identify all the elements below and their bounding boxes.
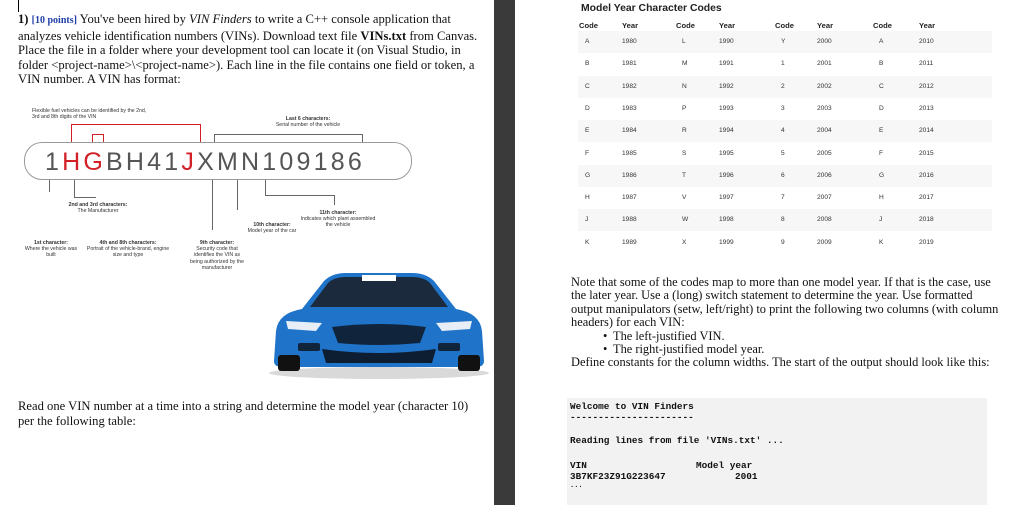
label-11th: 11th character: Indicates which plant assembled the vehicle — [300, 210, 376, 229]
code-cell: C — [585, 82, 590, 90]
leader-2nd3rd — [74, 180, 75, 198]
col-header-code-1: Code — [579, 21, 598, 30]
leader-2nd3rd-hline — [74, 197, 96, 198]
year-cell: 1988 — [622, 216, 637, 224]
year-cell: 2007 — [817, 194, 832, 202]
year-cell: 2009 — [817, 238, 832, 246]
serial-bracket-right — [362, 134, 363, 142]
year-cell: 1994 — [719, 127, 734, 135]
year-cell: 1997 — [719, 194, 734, 202]
code-cell: K — [879, 238, 884, 246]
code-cell: G — [585, 171, 591, 179]
car-image — [262, 269, 494, 379]
vin-char: 1 — [45, 148, 63, 176]
col-header-code-3: Code — [775, 21, 794, 30]
label-2nd3rd: 2nd and 3rd characters: The Manufacturer — [68, 202, 128, 215]
code-cell: A — [879, 38, 884, 45]
year-cell: 1987 — [622, 194, 637, 202]
year-cell: 2006 — [817, 171, 832, 179]
year-cell: 1992 — [719, 82, 734, 90]
serial-bracket-line — [214, 134, 363, 135]
year-cell: 2018 — [919, 216, 934, 224]
bullet-item: • The left-justified VIN. — [603, 328, 725, 343]
code-cell: 1 — [781, 60, 785, 68]
bullet-glyph: • — [603, 328, 608, 343]
code-cell: 3 — [781, 104, 785, 112]
leader-11th-drop — [334, 195, 335, 205]
file-name: VINs.txt — [360, 28, 407, 43]
code-cell: 8 — [781, 216, 785, 224]
points-label: [10 points] — [31, 15, 77, 26]
code-cell: E — [879, 127, 884, 135]
intro-text-c: from Canvas. Place the file in a folder where your development tool can locate it (on Visual Studio, in folder <project-name>\<project-name>). Each line in the file contains one field or token, a VIN number. A VIN has format: — [18, 28, 478, 87]
col-header-year-3: Year — [817, 21, 834, 30]
year-cell: 2004 — [817, 127, 832, 135]
serial-bracket-left — [214, 134, 215, 142]
year-cell: 2013 — [919, 104, 934, 112]
label-9th: 9th character: Security code that identifies the VIN as being authorized by the manufacturer — [190, 240, 244, 271]
vin-char: N — [241, 148, 263, 176]
vin-char: 9 — [296, 148, 314, 176]
code-welcome: Welcome to VIN Finders — [570, 401, 694, 412]
vin-char: B — [106, 148, 126, 176]
code-cell: J — [879, 216, 883, 224]
company-name: VIN Finders — [189, 12, 252, 26]
year-cell: 1993 — [719, 104, 734, 112]
code-cell: A — [585, 38, 590, 45]
code-cell: V — [682, 194, 687, 202]
year-cell: 2016 — [919, 171, 934, 179]
code-cell: F — [879, 149, 884, 157]
vin-characters — [45, 148, 365, 177]
label-10th: 10th character: Model year of the car — [247, 222, 297, 235]
page-gutter — [494, 0, 515, 505]
code-cell: D — [585, 104, 590, 112]
code-cell: D — [879, 104, 884, 112]
leader-11th — [265, 180, 266, 195]
year-cell: 1985 — [622, 149, 637, 157]
leader-11th-hline — [265, 195, 335, 196]
code-cell: G — [879, 171, 885, 179]
right-page — [515, 0, 1024, 505]
code-cell: 4 — [781, 127, 785, 135]
year-cell: 1991 — [719, 60, 734, 68]
year-cell: 2019 — [919, 238, 934, 246]
code-cell: T — [682, 171, 687, 179]
intro-text-b: to write a C++ console application that analyzes vehicle identification numbers (VINs). Download text file — [18, 12, 451, 43]
question-intro — [18, 12, 478, 87]
code-output-block — [567, 398, 987, 505]
intro-text-a: You've been hired by — [76, 12, 190, 26]
bullet-list — [571, 330, 1001, 357]
code-cell: C — [879, 82, 884, 90]
year-cell: 2010 — [919, 38, 934, 45]
vin-box — [24, 142, 412, 180]
year-cell: 1986 — [622, 171, 637, 179]
red-bracket-outer — [71, 124, 201, 143]
table-title: Model Year Character Codes — [581, 3, 722, 14]
year-cell: 1981 — [622, 60, 637, 68]
code-cell: 2 — [781, 82, 785, 90]
code-cell: H — [879, 194, 884, 202]
bullet-glyph: • — [603, 342, 608, 357]
year-cell: 2003 — [817, 104, 832, 112]
col-header-year-4: Year — [919, 21, 936, 30]
year-cell: 1999 — [719, 238, 734, 246]
code-cell: B — [879, 60, 884, 68]
code-cell: Y — [781, 38, 786, 45]
year-cell: 1995 — [719, 149, 734, 157]
vin-char: 1 — [262, 148, 280, 176]
question-number: 1) — [18, 12, 29, 26]
col-header-code-2: Code — [676, 21, 695, 30]
code-cell: E — [585, 127, 590, 135]
note-section — [571, 276, 1001, 370]
vin-char: H — [62, 148, 84, 176]
year-cell: 1996 — [719, 171, 734, 179]
vin-char: X — [197, 148, 217, 176]
code-cell: P — [682, 104, 687, 112]
note-end: Define constants for the column widths. The start of the output should look like this: — [571, 355, 990, 370]
year-cell: 1984 — [622, 127, 637, 135]
code-vin-value: 3B7KF23Z91G223647 — [570, 471, 666, 482]
instructions-text: Read one VIN number at a time into a string and determine the model year (character 10) per the following table: — [18, 399, 469, 428]
year-cell: 1989 — [622, 238, 637, 246]
vin-diagram — [22, 100, 452, 290]
year-cell: 2015 — [919, 149, 934, 157]
code-cell: 5 — [781, 149, 785, 157]
leader-10th — [237, 180, 238, 210]
year-cell: 2017 — [919, 194, 934, 202]
vin-char: H — [125, 148, 148, 176]
leader-9th — [212, 180, 213, 230]
code-cell: H — [585, 194, 590, 202]
code-cell: R — [682, 127, 687, 135]
col-header-year-1: Year — [622, 21, 639, 30]
code-col-year: Model year — [696, 460, 753, 471]
year-cell: 2014 — [919, 127, 934, 135]
code-cell: J — [585, 216, 589, 224]
code-cell: L — [682, 38, 686, 45]
code-cell: W — [682, 216, 689, 224]
table-header-row — [515, 19, 1024, 31]
col-header-code-4: Code — [873, 21, 892, 30]
year-cell: 2005 — [817, 149, 832, 157]
vin-char: 1 — [313, 148, 331, 176]
text-cursor — [18, 0, 19, 12]
vin-char: M — [216, 148, 241, 176]
vin-char: G — [83, 148, 107, 176]
label-flex-fuel: Flexible fuel vehicles can be identified by the 2nd, 3rd and 8th digits of the VIN — [32, 108, 147, 121]
code-cell: 6 — [781, 171, 785, 179]
code-cell: B — [585, 60, 590, 68]
year-cell: 1998 — [719, 216, 734, 224]
code-cell: X — [682, 238, 687, 246]
year-cell: 2011 — [919, 60, 934, 68]
vin-char: 0 — [279, 148, 297, 176]
label-last6: Last 6 characters: Serial number of the vehicle — [275, 116, 341, 129]
year-cell: 2012 — [919, 82, 934, 90]
note-paragraph: Note that some of the codes map to more than one model year. If that is the case, use the later year. Use a (long) switch statement to determine the year. Use formatted output manipulators (setw, left/right) to print the following two columns (with column headers) for each VIN: — [571, 275, 999, 330]
vin-char: 4 — [147, 148, 165, 176]
year-cell: 2000 — [817, 38, 832, 45]
code-year-value: 2001 — [735, 471, 758, 482]
year-cell: 2008 — [817, 216, 832, 224]
year-cell: 1990 — [719, 38, 734, 45]
label-1st: 1st character: Where the vehicle was built — [24, 240, 78, 259]
code-dashes: ---------------------- — [570, 412, 694, 423]
leader-1st — [49, 180, 50, 192]
year-cell: 2001 — [817, 60, 832, 68]
bullet-item: • The right-justified model year. — [603, 342, 765, 357]
vin-char: 8 — [330, 148, 348, 176]
code-col-vin: VIN — [570, 460, 587, 471]
code-cell: K — [585, 238, 590, 246]
code-reading: Reading lines from file 'VINs.txt' ... — [570, 435, 784, 446]
label-4th-8th: 4th and 8th characters: Portrait of the vehicle-brand, engine size and type — [86, 240, 170, 259]
left-page — [0, 0, 494, 505]
code-cell: M — [682, 60, 688, 68]
car-illustration — [262, 269, 494, 379]
code-cell: F — [585, 149, 590, 157]
vin-char: J — [181, 148, 198, 176]
vin-char: 1 — [164, 148, 182, 176]
vin-char: 6 — [347, 148, 365, 176]
code-cell: N — [682, 82, 687, 90]
col-header-year-2: Year — [719, 21, 736, 30]
code-cell: 7 — [781, 194, 785, 202]
year-cell: 1980 — [622, 38, 637, 45]
code-more: ... — [570, 482, 583, 490]
year-cell: 1982 — [622, 82, 637, 90]
code-cell: 9 — [781, 238, 785, 246]
code-cell: S — [682, 149, 687, 157]
year-cell: 2002 — [817, 82, 832, 90]
year-cell: 1983 — [622, 104, 637, 112]
